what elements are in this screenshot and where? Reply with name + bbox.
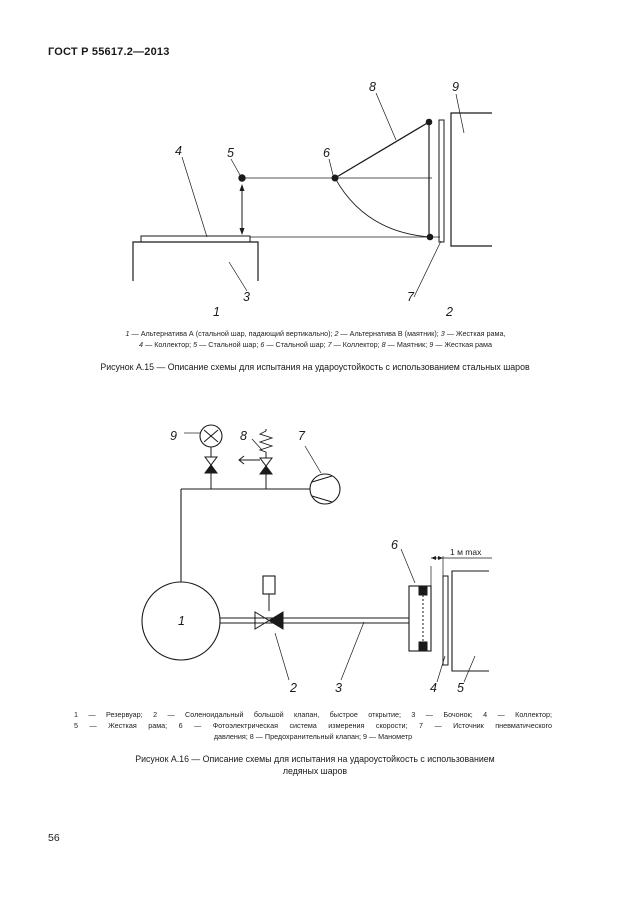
- callout-2: 2: [446, 305, 453, 319]
- document-header: ГОСТ Р 55617.2—2013: [48, 46, 170, 58]
- legend-line-2: 5 — Жесткая рама; 6 — Фотоэлектрическая система измерения скорости; 7 — Источник пневматического: [74, 721, 552, 730]
- callout-8: 8: [240, 429, 247, 443]
- callout-7: 7: [298, 429, 305, 443]
- collector-plate-left: [141, 236, 250, 242]
- callout-5: 5: [457, 681, 464, 695]
- solenoid-valve: [255, 612, 269, 629]
- callout-1: 1: [178, 614, 185, 628]
- figure-a15-legend: [48, 328, 583, 350]
- figure-a16-diagram: [0, 410, 630, 700]
- rigid-frame: [452, 571, 489, 671]
- callout-4: 4: [175, 144, 182, 158]
- figure-a16-caption: [60, 754, 570, 777]
- legend-line-1: 1 — Альтернатива А (стальной шар, падающий вертикально); 2 — Альтернатива В (маятник); 3 — Жесткая рама,: [125, 329, 506, 338]
- callout-9: 9: [170, 429, 177, 443]
- rigid-frame-right: [451, 113, 492, 246]
- legend-line-1: 1 — Резервуар; 2 — Соленоидальный большой клапан, быстрое открытие; 3 — Бочонок; 4 — Коллектор;: [74, 710, 552, 719]
- callout-9: 9: [452, 80, 459, 94]
- callout-4: 4: [430, 681, 437, 695]
- legend-line-2: 4 — Коллектор; 5 — Стальной шар; 6 — Стальной шар; 7 — Коллектор; 8 — Маятник; 9 — Жесткая рама: [139, 340, 492, 349]
- caption-line-2: ледяных шаров: [282, 765, 348, 776]
- figure-a16-legend: [74, 709, 552, 742]
- steel-ball-6: [332, 175, 338, 181]
- photoelectric-system: [409, 586, 431, 651]
- collector-plate-right: [439, 120, 444, 242]
- caption-line-1: Рисунок А.16 — Описание схемы для испытания на удароустойкость с использованием: [135, 754, 495, 764]
- figure-a15-caption: Рисунок А.15 — Описание схемы для испытания на удароустойкость с использованием стальных шаров: [100, 362, 530, 372]
- callout-7: 7: [407, 290, 414, 304]
- callout-6: 6: [391, 538, 398, 552]
- callout-5: 5: [227, 146, 234, 160]
- pendulum-arc: [335, 178, 430, 237]
- callout-2: 2: [290, 681, 297, 695]
- solenoid-actuator: [263, 576, 275, 594]
- legend-line-3: давления; 8 — Предохранительный клапан; 9 — Манометр: [213, 732, 413, 741]
- pendulum-arm: [335, 122, 429, 178]
- callout-3: 3: [335, 681, 342, 695]
- page-number: 56: [48, 832, 60, 844]
- rigid-frame-left: [133, 242, 258, 281]
- dimension-label: 1 м max: [450, 547, 482, 557]
- callout-6: 6: [323, 146, 330, 160]
- collector: [443, 576, 448, 665]
- callout-3: 3: [243, 290, 250, 304]
- callout-1: 1: [213, 305, 220, 319]
- figure-a15-diagram: [0, 0, 630, 330]
- callout-8: 8: [369, 80, 376, 94]
